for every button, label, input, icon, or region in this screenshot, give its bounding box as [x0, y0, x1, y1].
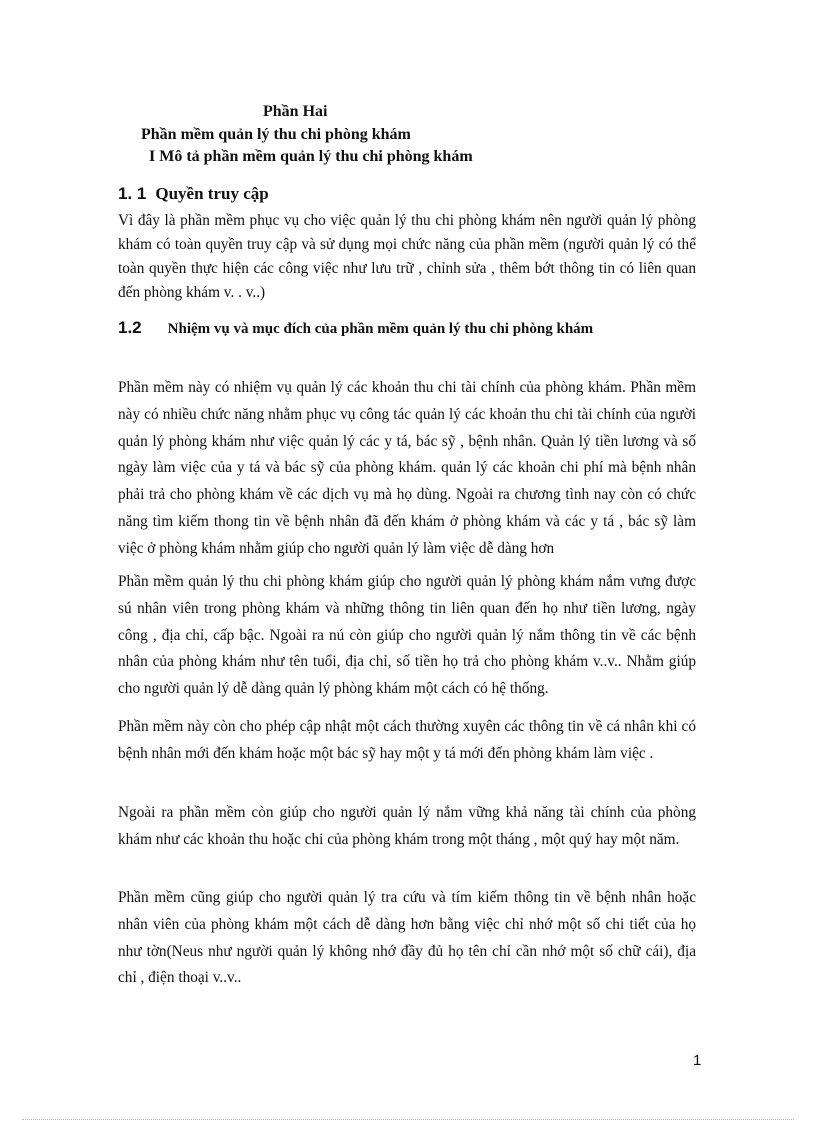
subsection-title: Quyền truy cập — [155, 184, 269, 203]
subsection-number: 1. 1 — [118, 184, 147, 203]
subsection-title: Nhiệm vụ và mục đích của phần mềm quản lý thu chi phòng khám — [167, 321, 594, 337]
subsection-heading-purpose — [118, 318, 593, 338]
subsection-heading-access — [118, 184, 269, 204]
paragraph-access-rights: Vì đây là phần mềm phục vụ cho việc quản lý thu chi phòng khám nên người quản lý phòng khám có toàn quyền truy cập và sử dụng mọi chức năng của phần mềm (người quản lý có thể toàn quyền thực hiện các công việc như lưu trữ , chỉnh sửa , thêm bớt thông tin có liên quan đến phòng khám v. . v..) — [118, 212, 696, 301]
paragraph-staff-info: Phần mềm quản lý thu chi phòng khám giúp cho người quản lý phòng khám nắm vưng được sú nhân viên trong phòng khám và những thông tin liên quan đến họ như tiền lương, ngày công , địa chỉ, cấp bậc. Ngoài ra nú còn giúp cho người quản lý nắm thông tin về các bệnh nhân của phòng khám như tên tuổi, địa chỉ, số tiền họ trả cho phòng khám v..v.. Nhằm giúp cho người quản lý dễ dàng quản lý phòng khám một cách có hệ thống. — [118, 573, 696, 698]
page-number: 1 — [693, 1052, 702, 1069]
paragraph-search: Phần mềm cũng giúp cho người quản lý tra cứu và tím kiếm thông tin về bệnh nhân hoặc nhân viên của phòng khám một cách dễ dàng hơn bằng việc chỉ nhớ một số chi tiết của họ như tờn(Neus như người quản lý không nhớ đầy đủ họ tên chỉ cần nhớ một số chữ cái), địa chỉ , điện thoại v..v.. — [118, 889, 696, 987]
paragraph-tasks: Phần mềm này có nhiệm vụ quản lý các khoản thu chi tài chính của phòng khám. Phần mềm này có nhiều chức năng nhằm phục vụ công tác quản lý các khoản thu chi tài chính của người quản lý phòng khám như việc quản lý các y tá, bác sỹ , bệnh nhân. Quản lý tiền lương và số ngày làm việc của y tá và bác sỹ của phòng khám. quản lý các khoản chi phí mà bệnh nhân phải trả cho phòng khám về các dịch vụ mà họ dùng. Ngoài ra chương tình nay còn có chức năng tìm kiếm thong tin về bệnh nhân đã đến khám ở phòng khám và các y tá , bác sỹ làm việc ở phòng khám nhằm giúp cho người quản lý làm việc dễ dàng hơn — [118, 379, 696, 557]
subsection-number: 1.2 — [118, 318, 142, 337]
paragraph-finance: Ngoài ra phần mềm còn giúp cho người quản lý nắm vững khả năng tài chính của phòng khám như các khoản thu hoặc chi của phòng khám trong một tháng , một quý hay một năm. — [118, 804, 696, 848]
part-title: Phần Hai — [263, 103, 328, 120]
section-title: I Mô tả phần mềm quản lý thu chi phòng khám — [149, 148, 473, 165]
paragraph-update: Phần mềm này còn cho phép cập nhật một cách thường xuyên các thông tin về cá nhân khi có bệnh nhân mới đến khám hoặc một bác sỹ hay một y tá mới đến phòng khám làm việc . — [118, 718, 696, 762]
page-bottom-divider — [22, 1119, 794, 1120]
software-title: Phần mềm quản lý thu chi phòng khám — [141, 126, 411, 143]
